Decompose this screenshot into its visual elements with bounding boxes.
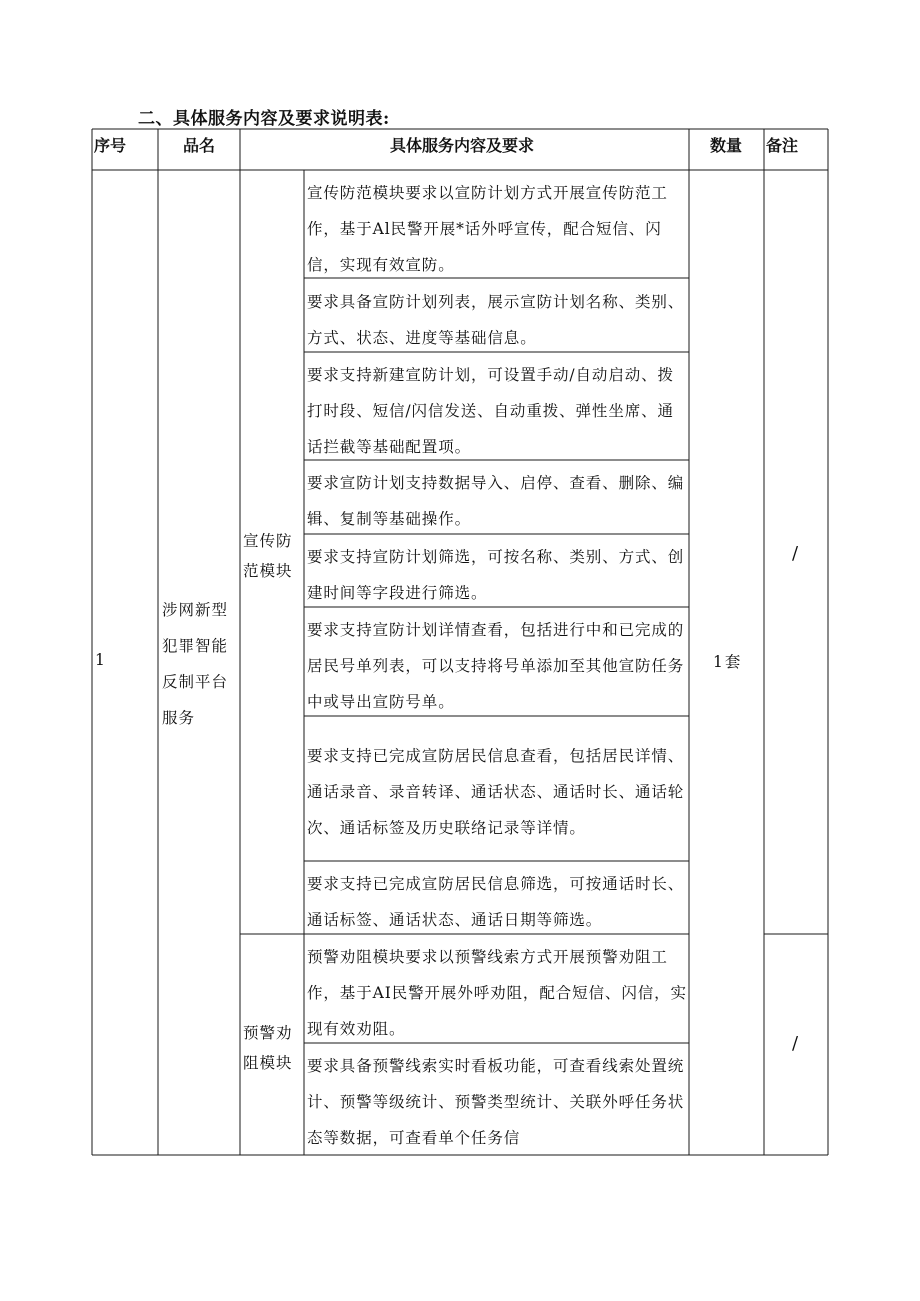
- requirement-item: 要求支持已完成宣防居民信息筛选，可按通话时长、通话标签、通话状态、通话日期等筛选。: [307, 875, 685, 929]
- module-name-warning: 预警劝阻模块: [243, 1024, 293, 1072]
- requirement-item: 要求支持新建宣防计划，可设置手动/自动启动、拨打时段、短信/闪信发送、自动重拨、弹性坐席、通话拦截等基础配置项。: [307, 366, 674, 456]
- module-remark-warning: /: [792, 1033, 799, 1054]
- section-heading: 二、具体服务内容及要求说明表:: [138, 109, 390, 129]
- header-remark: 备注: [766, 136, 799, 155]
- product-name: 涉网新型犯罪智能反制平台服务: [162, 601, 229, 727]
- requirement-item: 要求支持已完成宣防居民信息查看，包括居民详情、通话录音、录音转译、通话状态、通话时长、通话轮次、通话标签及历史联络记录等详情。: [307, 747, 685, 837]
- requirement-item: 要求支持宣防计划详情查看，包括进行中和已完成的居民号单列表，可以支持将号单添加至其他宣防任务中或导出宣防号单。: [307, 621, 685, 711]
- header-seq: 序号: [94, 136, 127, 155]
- requirement-item: 预警劝阻模块要求以预警线索方式开展预警劝阻工作，基于AI民警开展外呼劝阻，配合短信、闪信，实现有效劝阻。: [307, 948, 687, 1038]
- requirement-item: 要求宣防计划支持数据导入、启停、查看、删除、编辑、复制等基础操作。: [307, 474, 685, 528]
- header-qty: 数量: [710, 136, 743, 155]
- requirement-item: 要求具备预警线索实时看板功能，可查看线索处置统计、预警等级统计、预警类型统计、关联外呼任务状态等数据，可查看单个任务信: [307, 1057, 685, 1147]
- requirement-item: 要求具备宣防计划列表，展示宣防计划名称、类别、方式、状态、进度等基础信息。: [307, 293, 685, 347]
- requirement-item: 宣传防范模块要求以宣防计划方式开展宣传防范工作，基于Al民警开展*话外呼宣传，配合短信、闪信，实现有效宣防。: [307, 184, 668, 274]
- header-name: 品名: [183, 136, 216, 155]
- header-content: 具体服务内容及要求: [390, 136, 535, 155]
- module-name-publicity: 宣传防范模块: [243, 532, 293, 580]
- requirement-item: 要求支持宣防计划筛选，可按名称、类别、方式、创建时间等字段进行筛选。: [307, 548, 685, 602]
- module-remark-publicity: /: [792, 543, 799, 564]
- row-seq: 1: [95, 651, 106, 669]
- row-qty: 1套: [713, 653, 743, 671]
